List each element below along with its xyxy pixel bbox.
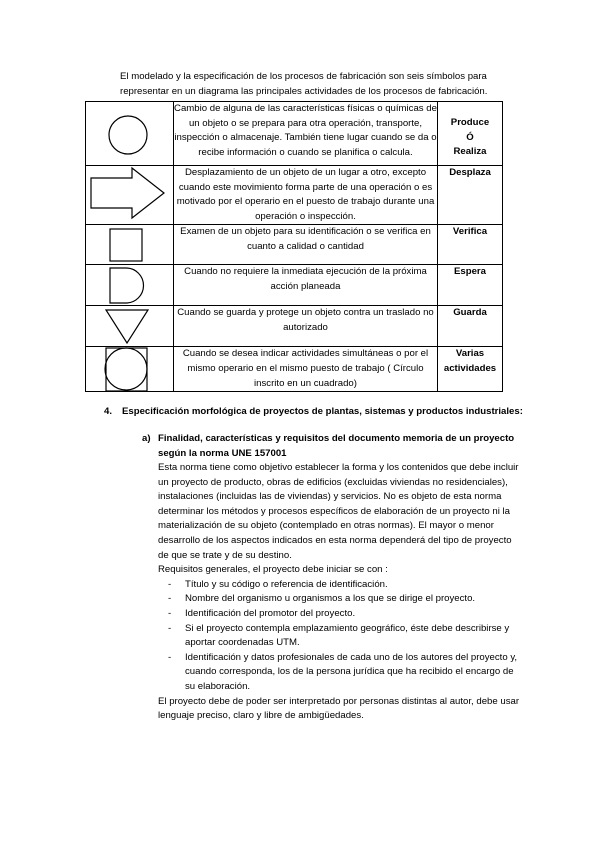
label-line: Espera: [454, 266, 486, 278]
label-line: Produce: [450, 117, 490, 128]
subsection-heading: [142, 432, 522, 461]
body-paragraph: Esta norma tiene como objetivo establecer la forma y los contenidos que debe incluir un proyecto de producto, obras de edificios (excluidas viviendas no residenciales), instalaciones (incluidas las de viviendas) y servicios. No es objeto de esta norma determinar los métodos y procesos específicos de elaboración de un proyecto ni la materialización de su objeto (contemplado en otras normas). El mayor o menor desarrollo de los aspectos indicados en esta norma dependerá del tipo de proyecto de que se trate y de su destino.: [158, 462, 519, 561]
list-item-text: Nombre del organismo u organismos a los que se dirige el proyecto.: [185, 593, 476, 605]
shape-cell: [86, 102, 174, 166]
requirements-list: [158, 578, 520, 695]
list-item: [168, 622, 520, 651]
list-item: [168, 607, 520, 622]
list-item-text: Identificación y datos profesionales de cada uno de los autores del proyecto y, cuando corresponda, los de la persona jurídica que ha recibido el encargo de su elaboración.: [185, 651, 518, 692]
symbol-label: [438, 306, 503, 347]
shape-cell: [86, 306, 174, 347]
subsection-letter: a): [142, 433, 151, 444]
subsection-title: Finalidad, características y requisitos del documento memoria de un proyecto según la norma UNE 157001: [158, 433, 515, 459]
table-row: [86, 225, 503, 265]
section-heading: [104, 405, 524, 420]
shape-cell: [86, 166, 174, 225]
symbol-label: [438, 102, 503, 166]
table-row: [86, 166, 503, 225]
symbol-description: Cambio de alguna de las características físicas o químicas de un objeto o se prepara para otra operación, transporte, inspección o almacenaje. También tiene lugar cuando se da o recibe información o cuando se planifica o calcula.: [174, 102, 438, 166]
section-title: Especificación morfológica de proyectos de plantas, sistemas y productos industriales:: [122, 406, 523, 417]
symbol-label: [438, 166, 503, 225]
table-row: [86, 102, 503, 166]
label-line: Guarda: [453, 307, 487, 319]
table-row: [86, 265, 503, 306]
requirements-intro: Requisitos generales, el proyecto debe iniciar se con :: [158, 564, 388, 576]
triangle-symbol-icon: [86, 306, 173, 347]
symbol-description: Cuando se guarda y protege un objeto contra un traslado no autorizado: [174, 306, 438, 347]
table-row: [86, 347, 503, 392]
subsection-body: [158, 461, 520, 724]
symbol-description: Desplazamiento de un objeto de un lugar a otro, excepto cuando este movimiento forma parte de una operación o es motivado por el operario en el puesto de trabajo durante una operación o inspección.: [174, 166, 438, 225]
label-line: Varias: [455, 348, 485, 360]
label-line: Desplaza: [449, 167, 491, 178]
dash-bullet: -: [168, 593, 172, 605]
list-item: [168, 578, 520, 593]
section-number: 4.: [104, 406, 113, 417]
symbol-label: [438, 347, 503, 392]
symbol-label: [438, 265, 503, 306]
d-shape-symbol-icon: [86, 265, 173, 306]
list-item-text: Título y su código o referencia de identificación.: [185, 578, 388, 590]
symbol-description: Cuando no requiere la inmediata ejecución de la próxima acción planeada: [174, 265, 438, 306]
label-line: Verifica: [452, 226, 488, 238]
list-item: [168, 592, 520, 607]
list-item-text: Identificación del promotor del proyecto.: [185, 607, 356, 619]
shape-cell: [86, 265, 174, 306]
arrow-symbol-icon: [86, 166, 173, 221]
symbols-table: [85, 101, 503, 392]
list-item: [168, 651, 520, 695]
label-line: actividades: [443, 362, 497, 374]
square-symbol-icon: [86, 225, 173, 265]
symbol-description: Examen de un objeto para su identificación o se verifica en cuanto a calidad o cantidad: [174, 225, 438, 265]
symbol-label: [438, 225, 503, 265]
dash-bullet: -: [168, 607, 172, 619]
shape-cell: [86, 225, 174, 265]
symbol-description: Cuando se desea indicar actividades simultáneas o por el mismo operario en el mismo puesto de trabajo ( Círculo inscrito en un cuadrado): [174, 347, 438, 392]
dash-bullet: -: [168, 578, 172, 590]
label-line: Ó: [466, 131, 474, 143]
intro-paragraph: El modelado y la especificación de los procesos de fabricación son seis símbolos para representar en un diagrama las principales actividades de los procesos de fabricación.: [120, 71, 488, 97]
list-item-text: Si el proyecto contempla emplazamiento geográfico, éste debe describirse y aportar coordenadas UTM.: [185, 622, 510, 649]
closing-paragraph: El proyecto debe de poder ser interpretado por personas distintas al autor, debe usar lenguaje preciso, claro y libre de ambigüedades.: [158, 695, 520, 722]
circle-symbol-icon: [86, 102, 173, 166]
label-line: Realiza: [453, 146, 487, 158]
dash-bullet: -: [168, 651, 172, 663]
shape-cell: [86, 347, 174, 392]
dash-bullet: -: [168, 622, 172, 634]
circle-in-square-symbol-icon: [86, 347, 173, 392]
table-row: [86, 306, 503, 347]
